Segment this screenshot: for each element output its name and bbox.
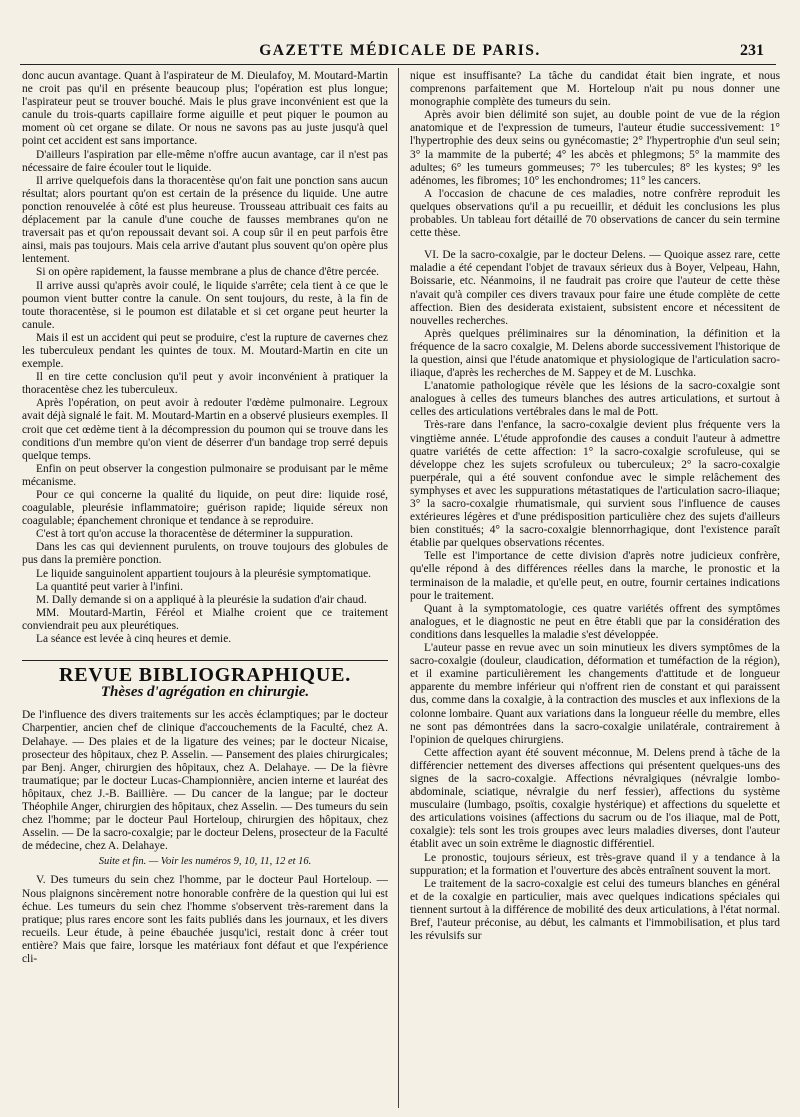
paragraph: Le liquide sanguinolent appartient toujours à la pleurésie symptomatique.: [36, 567, 371, 580]
paragraph: Le pronostic, toujours sérieux, est très-grave quand il y a tendance à la suppuration; et la formation et l'ouverture des abcès entraînent souvent la mort.: [410, 851, 780, 877]
paragraph: donc aucun avantage. Quant à l'aspirateur de M. Dieulafoy, M. Moutard-Martin ne croit pas qu'il en présente beaucoup plus; l'opération est plus longue; l'aspirateur peut se trouver bouché. Mais le plus grave inconvénient est que la canule du trois-quarts capillaire forme aiguille et peut piquer le poumon au moment où cet organe se dilate. Or nous ne savons pas au juste jusqu'à quel point cet accident est sans importance.: [22, 70, 388, 148]
paragraph: Cette affection ayant été souvent méconnue, M. Delens prend à tâche de la différencier nettement des diverses affections qui présentent quelques-uns des signes de la sacro-coxalgie. Affections névralgiques (névralgie lombo-abdominale, sciatique, névralgie du nerf fessier), affections du système musculaire (lumbago, psoïtis, coxalgie hystérique) et affections du squelette et des articulations voisines (affections du sacrum ou de l'os iliaque, mal de Pott, coxalgie): tels sont les trois groupes avec leurs maladies diverses, dont l'auteur établit avec un soin extrême le diagnostic différentiel.: [410, 746, 780, 851]
paragraph: Il arrive quelquefois dans la thoracentèse qu'on fait une ponction sans aucun résultat; alors pourtant qu'on est certain de la présence du liquide. Une autre ponction renouvelée à côté est plus heureuse. Trousseau attribuait ces faits au déplacement par la canule d'une couche de fausses membranes qu'on ne traversait pas et qu'on repoussait devant soi. A coup sûr il en peut parfois être ainsi, mais pas toujours. Mais cela arrive d'autant plus souvent qu'on opère plus lentement.: [22, 174, 388, 266]
dally-question: M. Dally demande si on a appliqué à la pleurésie la sudation d'air chaud.: [36, 593, 367, 606]
paragraph: Il en tire cette conclusion qu'il peut y avoir inconvénient à pratiquer la thoracentèse chez les tuberculeux.: [22, 371, 388, 397]
paragraph: Après l'opération, on peut avoir à redouter l'œdème pulmonaire. Legroux avait déjà signalé le fait. M. Moutard-Martin en a observé plusieurs exemples. Il croit que cet œdème tient à la décompression du poumon qui se trouve dans les conditions d'un membre qu'on vient de déserrer d'un bandage trop serré depuis quelque temps.: [22, 397, 388, 462]
spacer: [410, 240, 780, 249]
page-number: 231: [740, 42, 764, 59]
paragraph: Le traitement de la sacro-coxalgie est celui des tumeurs blanches en général et de la coxalgie en particulier, mais avec quelques indications spéciales qui tiennent surtout à la différence de mobilité des deux articulations, à l'état normal. Bref, l'auteur préconise, au début, les calmants et l'immobilisation, et plus tard les révulsifs sur: [410, 877, 780, 943]
reply: MM. Moutard-Martin, Féréol et Mialhe croient que ce traitement conviendrait peu aux pleurétiques.: [22, 606, 388, 632]
page-header: [0, 0, 800, 70]
column-divider: [398, 68, 399, 1108]
paragraph: Quant à la symptomatologie, ces quatre variétés offrent des symptômes analogues, et le diagnostic ne peut en être établi que par la considération des conditions dans lesquelles la maladie s'est développée.: [410, 602, 780, 641]
paragraph: Telle est l'importance de cette division d'après notre judicieux confrère, qu'elle répond à des différences réelles dans la marche, le pronostic et la terminaison de la maladie, et qu'elle peut, en outre, fournir certaines indications pour le traitement.: [410, 550, 780, 602]
paragraph: C'est à tort qu'on accuse la thoracentèse de déterminer la suppuration.: [36, 528, 353, 541]
paragraph: Après avoir bien délimité son sujet, au double point de vue de la région anatomique et de l'expression de tumeurs, l'auteur étudie successivement: 1° l'hypertrophie des deux seins ou gynécomastie; 2° l'hypertrophie d'un seul sein; 3° la mammite de la puberté; 4° les abcès et phlegmons; 5° la mammite des adultes; 6° les tumeurs gommeuses; 7° les tubercules; 8° les kystes; 9° les adénomes, les fibromes; 10° les enchondromes; 11° les cancers.: [410, 109, 780, 187]
header-rule: [20, 64, 776, 65]
paragraph: La quantité peut varier à l'infini.: [36, 580, 183, 593]
suite-note: Suite et fin. — Voir les numéros 9, 10, 11, 12 et 16.: [98, 856, 312, 868]
paragraph: nique est insuffisante? La tâche du candidat était bien ingrate, et nous comprenons parfaitement que M. Horteloup n'ait pu nous donner une monographie complète des tumeurs du sein.: [410, 70, 780, 109]
paragraph: L'anatomie pathologique révèle que les lésions de la sacro-coxalgie sont analogues à celles des tumeurs blanches des autres articulations, et surtout à celles des articulations vertébrales dans le mal de Pott.: [410, 380, 780, 419]
paragraph: Si on opère rapidement, la fausse membrane a plus de chance d'être percée.: [36, 266, 379, 279]
paragraph: Dans les cas qui deviennent purulents, on trouve toujours des globules de pus dans la première ponction.: [22, 541, 388, 567]
paragraph: A l'occasion de chacune de ces maladies, notre confrère reproduit les quelques observations qu'il a pu recueillir, et déduit les conclusions les plus probables. Un tableau fort détaillé de 70 observations de cancer du sein termine cette thèse.: [410, 187, 780, 240]
paragraph: Très-rare dans l'enfance, la sacro-coxalgie devient plus fréquente vers la vingtième année. L'étude approfondie des causes a conduit l'auteur à admettre quatre variétés de cette affection: 1° la sacro-coxalgie scrofuleuse, qui se développe chez les sujets scrofuleux ou tuberculeux; 2° la sacro-coxalgie puerpérale, qui a été souvent confondue avec le simple relâchement des symphyses et avec les suppurations métastatiques de l'articulation sacro-iliaque; 3° la sacro-coxalgie rhumatismale, qui survient sous l'influence de causes extérieures légères et d'une prédisposition particulière chez des sujets d'ailleurs bien constitués; 4° la sacro-coxalgie blennorrhagique, dont l'existence paraît établie par quelques observations récentes.: [410, 419, 780, 550]
paragraph: Pour ce qui concerne la qualité du liquide, on peut dire: liquide rosé, coagulable, pleurésie inflammatoire; guérison rapide; liquide séreux non coagulable; épanchement chronique et tendance à se reproduire.: [22, 489, 388, 528]
section-v: V. Des tumeurs du sein chez l'homme, par le docteur Paul Horteloup. — Nous plaignons sincèrement notre honorable confrère de la question qui lui est échue. Les tumeurs du sein chez l'homme s'observent très-rarement dans la pratique; plus rares encore sont les faits publiés dans les journaux, et les divers recueils. Leur étude, à peine ébauchée jusqu'ici, restait donc à créer tout entière? Mais que faire, lorsque les matériaux font défaut et que l'expérience cli-: [22, 874, 388, 965]
journal-title: GAZETTE MÉDICALE DE PARIS.: [259, 42, 541, 59]
paragraph: L'auteur passe en revue avec un soin minutieux les divers symptômes de la sacro-coxalgie (douleur, claudication, déformation et tuméfaction de la région), et il examine particulièrement les changements d'attitude et de longueur apparente du membre inférieur qui n'offrent rien de constant et qui paraissent dus, comme dans la coxalgie, à la contraction des muscles et aux inflexions de la colonne lombaire. Quant aux variations dans la longueur réelle du membre, elles ne sont pas démontrées dans la sacro-coxalgie unilatérale, contrairement à l'opinion de quelques chirurgiens.: [410, 642, 780, 746]
revue-title: REVUE BIBLIOGRAPHIQUE.: [22, 660, 388, 682]
paragraph: Après quelques préliminaires sur la dénomination, la définition et la fréquence de la sacro coxalgie, M. Delens aborde successivement l'historique de la question, ainsi que l'étude anatomique et physiologique de l'articulation sacro-iliaque, d'après les recherches de M. Sappey et de M. Luschka.: [410, 327, 780, 380]
revue-subtitle: Thèses d'agrégation en chirurgie.: [100, 684, 310, 701]
paragraph: Enfin on peut observer la congestion pulmonaire se produisant par le même mécanisme.: [22, 462, 388, 488]
paragraph: Il arrive aussi qu'après avoir coulé, le liquide s'arrête; cela tient à ce que le poumon vient butter contre la canule. On sent toujours, du reste, à la fin de toute thoracentèse, si le poumon est dilatable et si cet organe peut heurter la canule.: [22, 279, 388, 331]
closing: La séance est levée à cinq heures et demie.: [36, 633, 232, 646]
paragraph: Mais il est un accident qui peut se produire, c'est la rupture de cavernes chez les tuberculeux pendant les quintes de toux. M. Moutard-Martin en cite un exemple.: [22, 331, 388, 371]
right-column: [410, 70, 780, 1105]
section-vi: VI. De la sacro-coxalgie, par le docteur Delens. — Quoique assez rare, cette maladie a été cependant l'objet de travaux sérieux dus à Boyer, Velpeau, Hahn, Boissarie, etc. Néanmoins, il ne faudrait pas croire que l'auteur de cette thèse n'avait qu'à compiler ces divers travaux pour faire une étude complète de cette affection. Bien des desiderata existaient, subsistent encore et nécessitent de nouvelles recherches.: [410, 249, 780, 327]
theses-list: De l'influence des divers traitements sur les accès éclamptiques; par le docteur Charpentier, ancien chef de clinique d'accouchements de la Faculté, chez A. Delahaye. — Des plaies et de la ligature des veines; par le docteur Nicaise, prosecteur des hôpitaux, chez P. Asselin. — Pansement des plaies chirurgicales; par Benj. Anger, chirurgien des hôpitaux, chez A. Delahaye. — De la fièvre traumatique; par le docteur Lucas-Championnière, ancien interne et lauréat des hôpitaux, chez J.-B. Baillière. — Du cancer de la langue; par le docteur Théophile Anger, chirurgien des hôpitaux, chez Asselin. — Des tumeurs du sein chez l'homme; par le docteur Paul Horteloup, chirurgien des hôpitaux, chez Asselin. — De la sacro-coxalgie; par le docteur Delens, prosecteur de la Faculté de médecine, chez A. Delahaye.: [22, 709, 388, 853]
paragraph: D'ailleurs l'aspiration par elle-même n'offre aucun avantage, car il n'est pas nécessaire de faire écouler tout le liquide.: [22, 148, 388, 174]
left-column: [22, 70, 388, 1105]
